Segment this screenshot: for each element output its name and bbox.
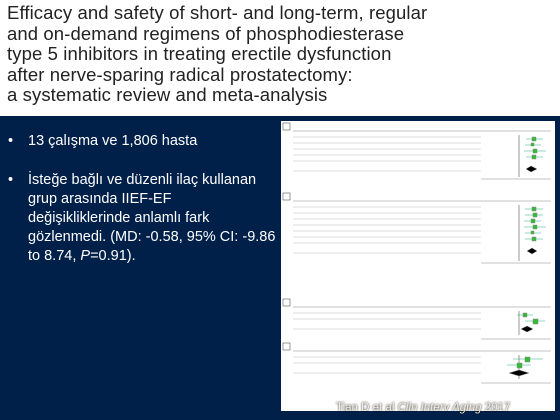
forest-panel-a <box>283 123 551 179</box>
citation-journal: Clin Interv Aging <box>397 402 482 414</box>
bullet-item <box>8 132 276 151</box>
forest-panel-c <box>283 299 551 339</box>
citation-author: Tian D et al <box>336 402 398 414</box>
forest-plot-figure <box>281 121 555 411</box>
bullet-text: İsteğe bağlı ve düzenli ilaç kullanan grup arasında IIEF-EF değişikliklerinde anlamlı fark gözlenmedi. (MD: -0.58, 95% CI: -9.86 to 8.74, <box>28 172 276 264</box>
title-line: and on-demand regimens of phosphodiesterase <box>7 22 405 44</box>
bullet-marker: • <box>8 133 14 149</box>
title-line: a systematic review and meta-analysis <box>7 84 328 105</box>
forest-panel-d <box>283 343 551 383</box>
p-value-label: P <box>80 248 91 264</box>
title-banner <box>0 0 560 116</box>
bullet-text-end: =0.91). <box>90 248 136 264</box>
forest-panel-b <box>283 193 551 263</box>
citation-year: 2017 <box>481 402 511 414</box>
title-line: type 5 inhibitors in treating erectile dysfunction <box>7 43 392 64</box>
forest-plot-graphic <box>281 121 555 411</box>
citation <box>336 402 510 414</box>
bullet-item <box>8 171 276 266</box>
title-line: after nerve-sparing radical prostatectomy: <box>7 63 353 85</box>
bullet-marker: • <box>8 172 14 188</box>
bullet-text: 13 çalışma ve 1,806 hasta <box>28 133 198 149</box>
title-line: Efficacy and safety of short- and long-term, regular <box>7 2 428 23</box>
paper-title <box>7 3 555 106</box>
bullet-list <box>8 132 276 286</box>
